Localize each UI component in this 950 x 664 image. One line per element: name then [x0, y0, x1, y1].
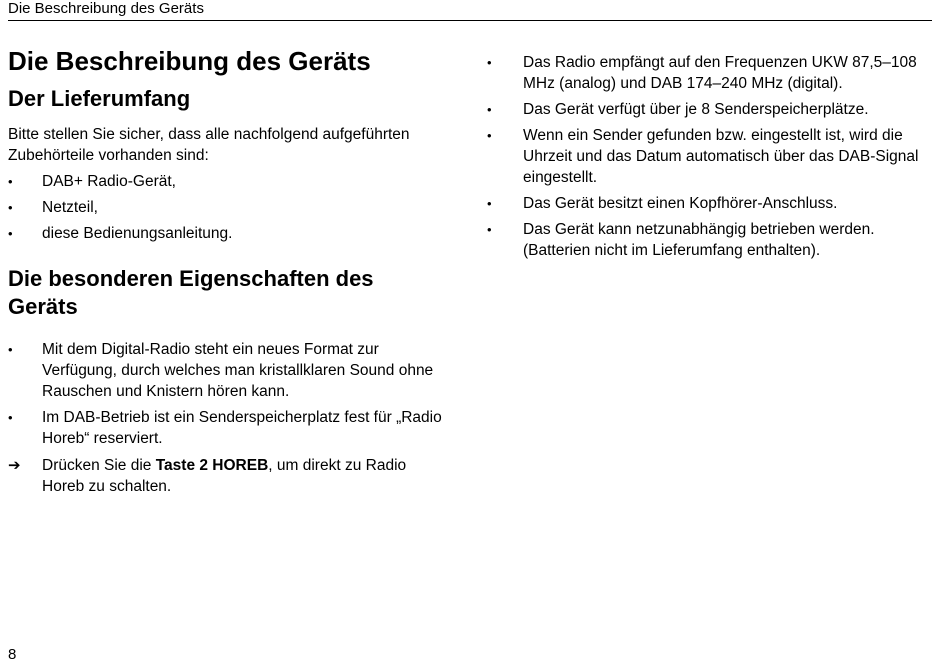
features-list — [8, 339, 448, 449]
list-item: • DAB+ Radio-Gerät, — [8, 173, 176, 190]
scope-intro-text: Bitte stellen Sie sicher, dass alle nachfolgend aufgeführten Zubehörteile vorhanden sind: — [8, 126, 410, 164]
bullet-icon: • — [487, 128, 492, 143]
bullet-icon: • — [487, 102, 492, 117]
bullet-icon: • — [487, 222, 492, 237]
instruction-step: ➔ Drücken Sie die Taste 2 HOREB, um direkt zu Radio Horeb zu schalten. — [8, 457, 407, 495]
list-item: • Das Gerät besitzt einen Kopfhörer-Anschluss. — [487, 195, 838, 212]
list-item: • Das Gerät verfügt über je 8 Senderspeicherplätze. — [487, 101, 869, 118]
bullet-icon: • — [8, 174, 13, 189]
list-item: • Im DAB-Betrieb ist ein Senderspeicherplatz fest für „Radio Horeb“ reserviert. — [8, 409, 442, 447]
bullet-icon: • — [8, 200, 13, 215]
main-heading: Die Beschreibung des Geräts — [8, 46, 371, 76]
list-item: • diese Bedienungsanleitung. — [8, 225, 233, 242]
scope-of-delivery-heading: Der Lieferumfang — [8, 86, 191, 111]
list-item: • Das Gerät kann netzunabhängig betrieben werden. (Batterien nicht im Lieferumfang enthalten). — [487, 221, 875, 259]
running-header: Die Beschreibung des Geräts — [8, 0, 932, 21]
bullet-icon: • — [8, 410, 13, 425]
page-number: 8 — [8, 646, 17, 663]
list-item: • Mit dem Digital-Radio steht ein neues Format zur Verfügung, durch welches man kristallklaren Sound ohne Rauschen und Knistern hören kann. — [8, 341, 434, 400]
feature-details-list — [487, 52, 932, 261]
bullet-icon: • — [487, 196, 492, 211]
bullet-icon: • — [8, 226, 13, 241]
key-label: Taste 2 HOREB — [155, 457, 269, 474]
list-item: • Das Radio empfängt auf den Frequenzen UKW 87,5–108 MHz (analog) und DAB 174–240 MHz (digital). — [487, 54, 917, 92]
scope-list — [8, 171, 448, 244]
bullet-icon: • — [487, 55, 492, 70]
right-arrow-icon: ➔ — [8, 457, 21, 474]
features-heading: Die besonderen Eigenschaften des Geräts — [8, 266, 374, 319]
bullet-icon: • — [8, 342, 13, 357]
left-column — [8, 45, 448, 497]
right-column — [487, 52, 932, 266]
list-item: • Wenn ein Sender gefunden bzw. eingestellt ist, wird die Uhrzeit und das Datum automatisch über das DAB-Signal eingestellt. — [487, 127, 919, 186]
list-item: • Netzteil, — [8, 199, 98, 216]
